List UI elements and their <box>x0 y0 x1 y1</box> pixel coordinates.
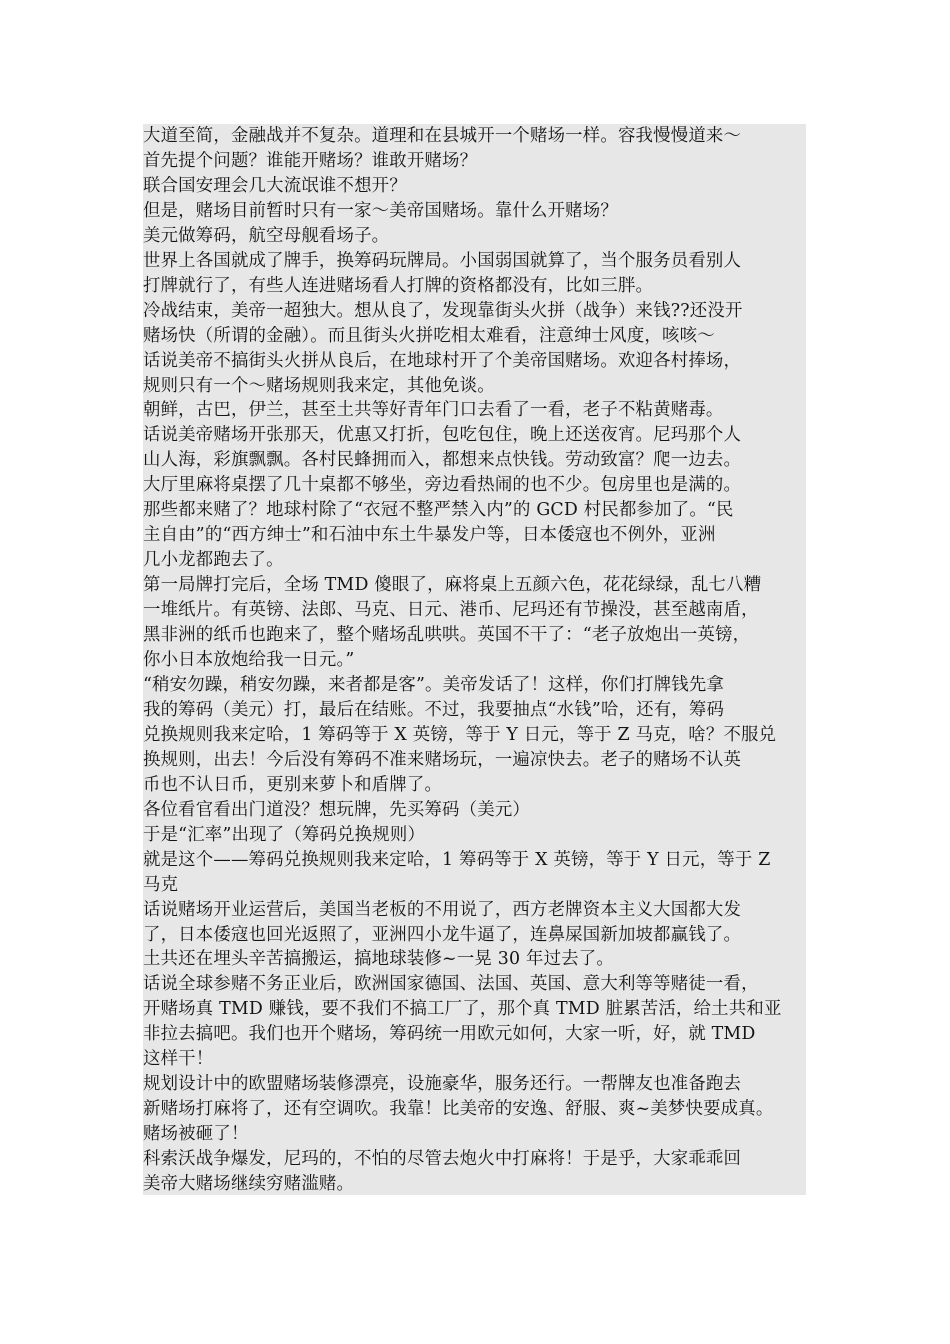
text-line: 主自由”的“西方绅士”和石油中东土牛暴发户等，日本倭寇也不例外，亚洲 <box>143 525 716 546</box>
text-line: 各位看官看出门道没？想玩牌，先买筹码（美元） <box>143 799 530 820</box>
text-line: 几小龙都跑去了。 <box>143 550 284 571</box>
text-line: 马克 <box>143 874 179 895</box>
text-line: 话说赌场开业运营后，美国当老板的不用说了，西方老牌资本主义大国都大发 <box>143 899 742 920</box>
text-line: 话说全球参赌不务正业后，欧洲国家德国、法国、英国、意大利等等赌徒一看， <box>143 974 759 995</box>
text-line: 一堆纸片。有英镑、法郎、马克、日元、港币、尼玛还有节操没，甚至越南盾， <box>143 600 759 621</box>
text-line: 了，日本倭寇也回光返照了，亚洲四小龙牛逼了，连鼻屎国新加坡都赢钱了。 <box>143 924 742 945</box>
text-line: 兑换规则我来定哈，1 筹码等于 X 英镑，等于 Y 日元，等于 Z 马克，啥？不服兑 <box>143 724 777 745</box>
text-line: 朝鲜，古巴，伊兰，甚至土共等好青年门口去看了一看，老子不粘黄赌毒。 <box>143 400 724 421</box>
text-line: 大厅里麻将桌摆了几十桌都不够坐，旁边看热闹的也不少。包房里也是满的。 <box>143 475 742 496</box>
text-line: 非拉去搞吧。我们也开个赌场，筹码统一用欧元如何，大家一听，好，就 TMD <box>143 1024 756 1045</box>
text-line: 换规则，出去！今后没有筹码不准来赌场玩，一遍凉快去。老子的赌场不认英 <box>143 749 742 770</box>
text-line: 你小日本放炮给我一日元。” <box>143 650 355 671</box>
text-line: 话说美帝赌场开张那天，优惠又打折，包吃包住，晚上还送夜宵。尼玛那个人 <box>143 425 742 446</box>
text-line: 这样干！ <box>143 1049 214 1070</box>
text-line: 币也不认日币，更别来萝卜和盾牌了。 <box>143 774 443 795</box>
text-line: 世界上各国就成了牌手，换筹码玩牌局。小国弱国就算了，当个服务员看别人 <box>143 250 742 271</box>
text-line: 赌场快（所谓的金融）。而且街头火拼吃相太难看，注意绅士风度，咳咳～ <box>143 325 715 346</box>
text-line: 美元做筹码，航空母舰看场子。 <box>143 225 390 246</box>
text-line: 第一局牌打完后，全场 TMD 傻眼了，麻将桌上五颜六色，花花绿绿，乱七八糟 <box>143 575 762 596</box>
text-line: 规划设计中的欧盟赌场装修漂亮，设施豪华，服务还行。一帮牌友也准备跑去 <box>143 1074 742 1095</box>
text-line: 土共还在埋头辛苦搞搬运，搞地球装修~一晃 30 年过去了。 <box>143 949 614 970</box>
article-text-block <box>143 124 806 1195</box>
text-line: 首先提个问题？谁能开赌场？谁敢开赌场？ <box>143 150 478 171</box>
text-line: 美帝大赌场继续穷赌滥赌。 <box>143 1174 355 1195</box>
text-line: 但是，赌场目前暂时只有一家～美帝国赌场。靠什么开赌场？ <box>143 200 618 221</box>
text-line: 那些都来赌了？地球村除了“衣冠不整严禁入内”的 GCD 村民都参加了。“民 <box>143 500 734 521</box>
text-line: “稍安勿躁，稍安勿躁，来者都是客”。美帝发话了！这样，你们打牌钱先拿 <box>143 674 725 695</box>
text-line: 山人海，彩旗飘飘。各村民蜂拥而入，都想来点快钱。劳动致富？爬一边去。 <box>143 450 742 471</box>
text-line: 黑非洲的纸币也跑来了，整个赌场乱哄哄。英国不干了：“老子放炮出一英镑， <box>143 625 751 646</box>
text-line: 于是“汇率”出现了（筹码兑换规则） <box>143 824 426 845</box>
text-line: 开赌场真 TMD 赚钱，要不我们不搞工厂了，那个真 TMD 脏累苦活，给土共和亚 <box>143 999 782 1020</box>
text-line: 联合国安理会几大流氓谁不想开？ <box>143 175 407 196</box>
text-line: 新赌场打麻将了，还有空调吹。我靠！比美帝的安逸、舒服、爽~美梦快要成真。 <box>143 1099 774 1120</box>
text-line: 打牌就行了，有些人连进赌场看人打牌的资格都没有，比如三胖。 <box>143 275 654 296</box>
text-line: 冷战结束，美帝一超独大。想从良了，发现靠街头火拼（战争）来钱??还没开 <box>143 300 743 321</box>
text-line: 大道至简，金融战并不复杂。道理和在县城开一个赌场一样。容我慢慢道来～ <box>143 126 742 146</box>
text-line: 规则只有一个～赌场规则我来定，其他免谈。 <box>143 375 495 396</box>
text-line: 赌场被砸了！ <box>143 1124 249 1145</box>
text-line: 话说美帝不搞街头火拼从良后，在地球村开了个美帝国赌场。欢迎各村捧场， <box>143 350 742 371</box>
text-line: 我的筹码（美元）打，最后在结账。不过，我要抽点“水钱”哈，还有，筹码 <box>143 699 725 720</box>
text-line: 就是这个——筹码兑换规则我来定哈，1 筹码等于 X 英镑，等于 Y 日元，等于 Z <box>143 849 771 870</box>
text-line: 科索沃战争爆发，尼玛的，不怕的尽管去炮火中打麻将！于是乎，大家乖乖回 <box>143 1149 742 1170</box>
